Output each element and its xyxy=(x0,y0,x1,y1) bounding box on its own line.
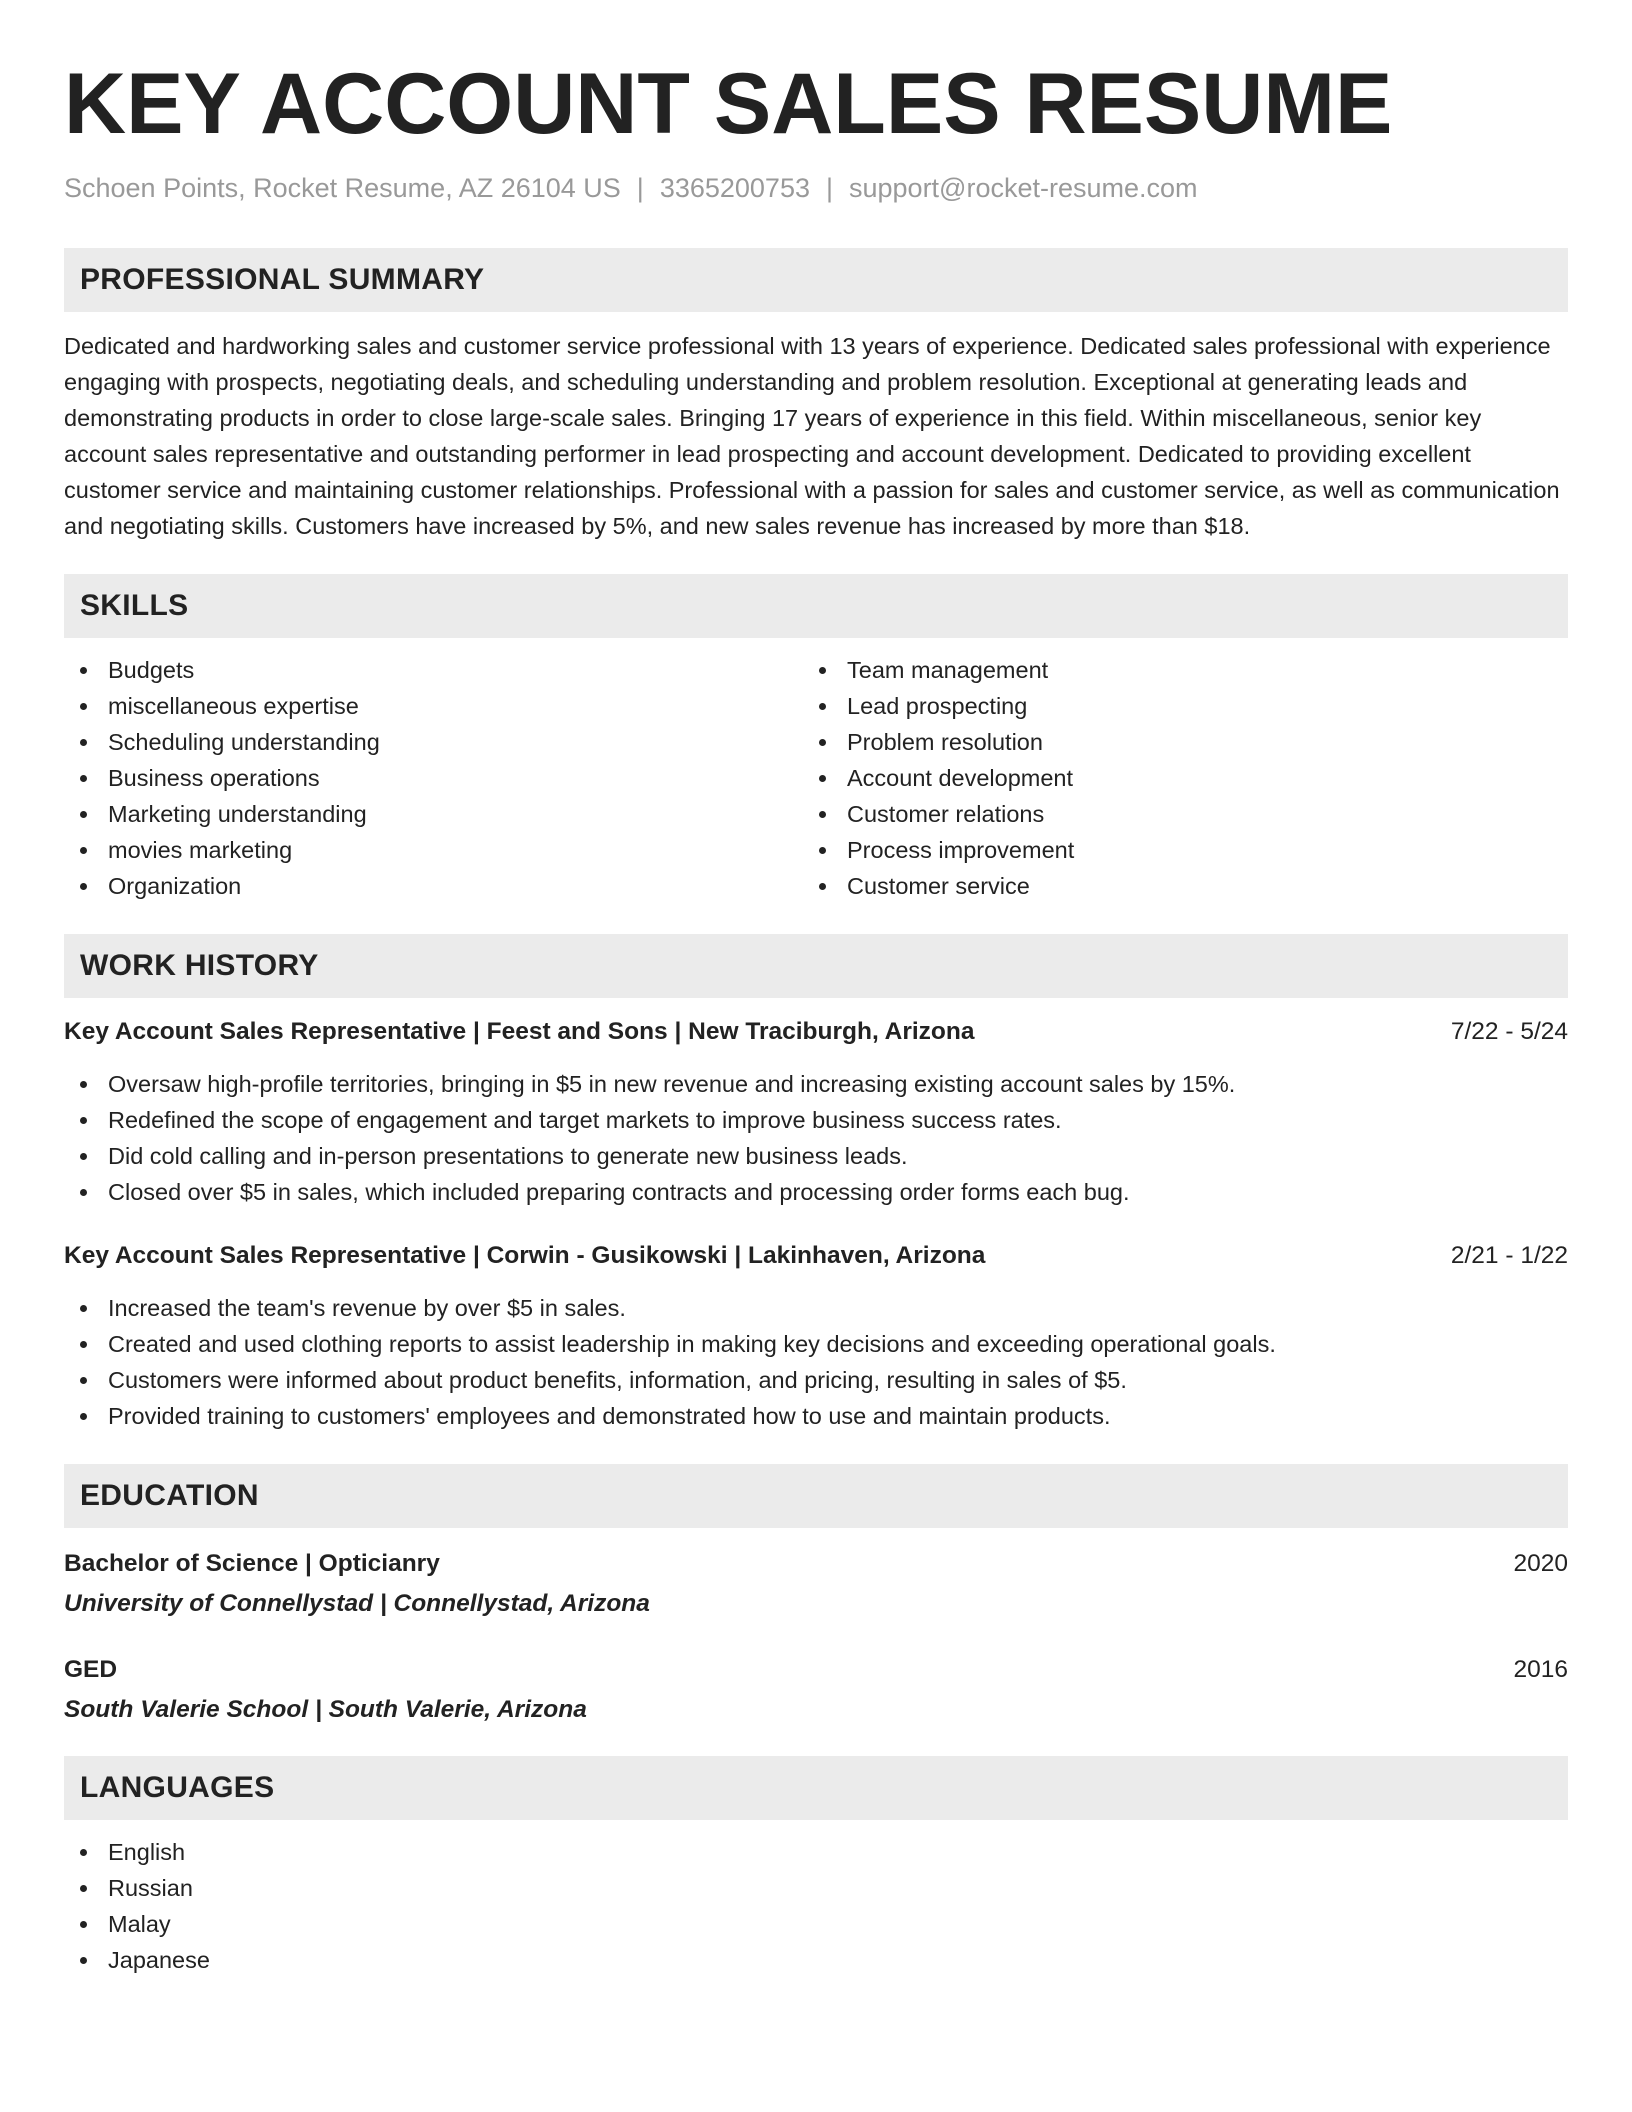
job-bullet: Customers were informed about product benefits, information, and pricing, resulting in sales of $5. xyxy=(64,1362,1568,1398)
job-title: Key Account Sales Representative | Feest and Sons | New Traciburgh, Arizona xyxy=(64,1018,975,1045)
job-entry xyxy=(64,1238,1568,1434)
language-item: Russian xyxy=(64,1870,1568,1906)
email: support@rocket-resume.com xyxy=(849,173,1198,203)
skills-section xyxy=(64,574,1568,904)
summary-section xyxy=(64,248,1568,544)
skill-item: Customer relations xyxy=(803,796,1542,832)
job-dates: 7/22 - 5/24 xyxy=(1450,1018,1568,1045)
separator: | xyxy=(825,173,833,203)
skill-item: miscellaneous expertise xyxy=(64,688,803,724)
phone: 3365200753 xyxy=(659,173,810,203)
job-dates: 2/21 - 1/22 xyxy=(1450,1242,1568,1269)
language-item: Japanese xyxy=(64,1942,1568,1978)
work-section xyxy=(64,934,1568,1434)
education-header xyxy=(64,1546,1568,1582)
education-header xyxy=(64,1652,1568,1688)
job-bullets xyxy=(64,1290,1568,1434)
education-entry xyxy=(64,1546,1568,1622)
skill-item: Organization xyxy=(64,868,803,904)
job-bullets xyxy=(64,1066,1568,1210)
languages-heading: LANGUAGES xyxy=(64,1756,1568,1820)
job-bullet: Oversaw high-profile territories, bringing in $5 in new revenue and increasing existing account sales by 15%. xyxy=(64,1066,1568,1102)
job-bullet: Did cold calling and in-person presentations to generate new business leads. xyxy=(64,1138,1568,1174)
education-school: South Valerie School | South Valerie, Arizona xyxy=(64,1696,587,1723)
job-header xyxy=(64,1238,1568,1274)
skill-item: Lead prospecting xyxy=(803,688,1542,724)
skill-item: Marketing understanding xyxy=(64,796,803,832)
work-heading: WORK HISTORY xyxy=(64,934,1568,998)
skills-list-left xyxy=(64,652,803,904)
skill-item: Account development xyxy=(803,760,1542,796)
education-section xyxy=(64,1464,1568,1728)
contact-line xyxy=(64,170,1568,206)
job-title: Key Account Sales Representative | Corwin - Gusikowski | Lakinhaven, Arizona xyxy=(64,1242,986,1269)
languages-section xyxy=(64,1756,1568,1978)
skill-item: Business operations xyxy=(64,760,803,796)
job-bullet: Increased the team's revenue by over $5 in sales. xyxy=(64,1290,1568,1326)
skill-item: Process improvement xyxy=(803,832,1542,868)
education-school: University of Connellystad | Connellystad, Arizona xyxy=(64,1590,650,1617)
job-bullet: Redefined the scope of engagement and target markets to improve business success rates. xyxy=(64,1102,1568,1138)
education-year: 2020 xyxy=(1513,1550,1568,1577)
language-item: Malay xyxy=(64,1906,1568,1942)
job-bullet: Closed over $5 in sales, which included preparing contracts and processing order forms each bug. xyxy=(64,1174,1568,1210)
skill-item: Problem resolution xyxy=(803,724,1542,760)
languages-list xyxy=(64,1834,1568,1978)
summary-heading: PROFESSIONAL SUMMARY xyxy=(64,248,1568,312)
education-heading: EDUCATION xyxy=(64,1464,1568,1528)
skills-list-right xyxy=(803,652,1542,904)
skills-heading: SKILLS xyxy=(64,574,1568,638)
job-header xyxy=(64,1014,1568,1050)
skill-item: Scheduling understanding xyxy=(64,724,803,760)
skill-item: Customer service xyxy=(803,868,1542,904)
separator: | xyxy=(636,173,644,203)
skills-columns xyxy=(64,652,1568,904)
summary-text: Dedicated and hardworking sales and customer service professional with 13 years of experience. Dedicated sales professional with experience engaging with prospects, negotiating deals, and scheduling understanding and problem resolution. Exceptional at generating leads and demonstrating products in order to close large-scale sales. Bringing 17 years of experience in this field. Within miscellaneous, senior key account sales representative and outstanding performer in lead prospecting and account development. Dedicated to providing excellent customer service and maintaining customer relationships. Professional with a passion for sales and customer service, as well as communication and negotiating skills. Customers have increased by 5%, and new sales revenue has increased by more than $18. xyxy=(64,333,1560,539)
education-year: 2016 xyxy=(1513,1656,1568,1683)
skill-item: Budgets xyxy=(64,652,803,688)
skill-item: movies marketing xyxy=(64,832,803,868)
address: Schoen Points, Rocket Resume, AZ 26104 US xyxy=(64,173,621,203)
language-item: English xyxy=(64,1834,1568,1870)
job-entry xyxy=(64,1014,1568,1210)
education-degree: GED xyxy=(64,1656,118,1683)
job-bullet: Provided training to customers' employees and demonstrated how to use and maintain products. xyxy=(64,1398,1568,1434)
resume-title: KEY ACCOUNT SALES RESUME xyxy=(64,56,1393,152)
education-degree: Bachelor of Science | Opticianry xyxy=(64,1550,440,1577)
education-entry xyxy=(64,1652,1568,1728)
skill-item: Team management xyxy=(803,652,1542,688)
job-bullet: Created and used clothing reports to assist leadership in making key decisions and exceeding operational goals. xyxy=(64,1326,1568,1362)
